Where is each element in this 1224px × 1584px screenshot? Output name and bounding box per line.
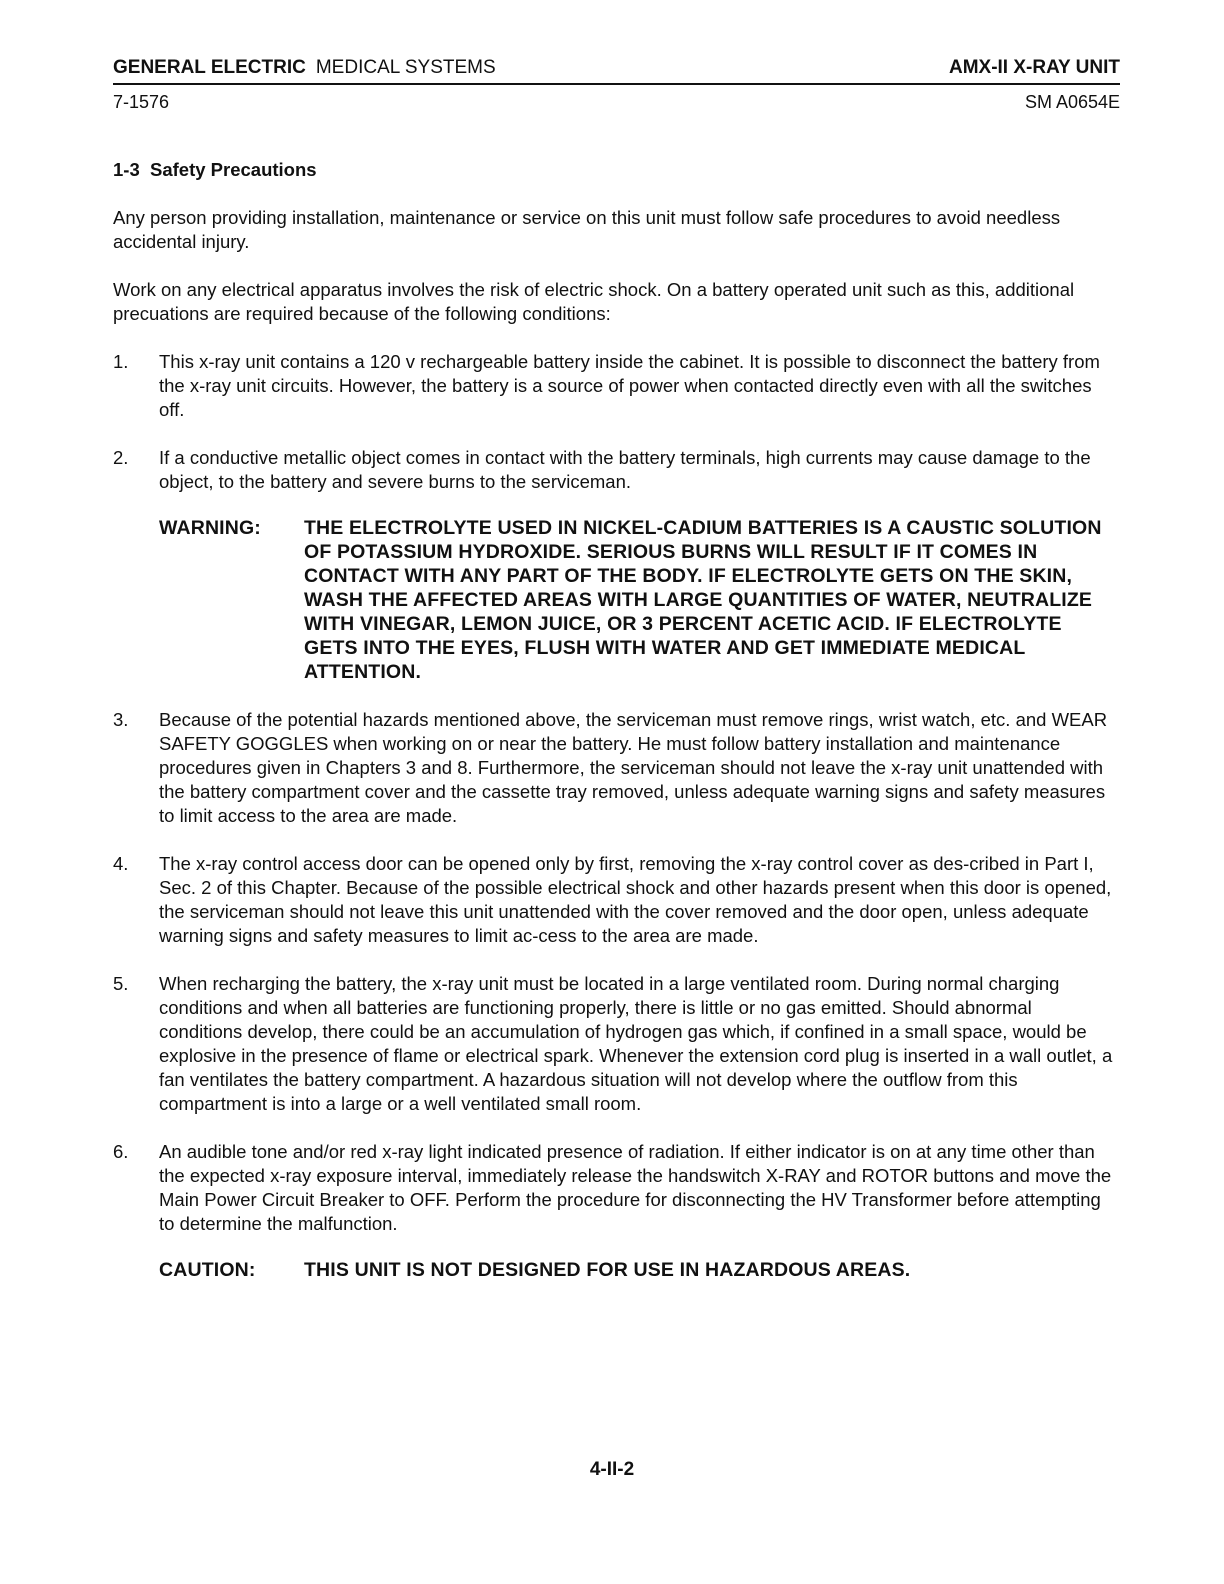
company-name <box>113 56 496 80</box>
intro-paragraph: Work on any electrical apparatus involves the risk of electric shock. On a battery operated unit such as this, additional precuations are required because of the following conditions: <box>113 279 1075 324</box>
list-item-text: An audible tone and/or red x-ray light indicated presence of radiation. If either indicator is on at any time other than the expected x-ray exposure interval, immediately release the handswitch X-RAY and ROTOR buttons and move the Main Power Circuit Breaker to OFF. Perform the procedure for disconnecting the HV Transformer before attempting to determine the malfunction. <box>159 1141 1112 1234</box>
list-item-number: 3. <box>113 709 129 730</box>
doc-number: 7-1576 <box>113 92 170 112</box>
header-top-row <box>113 54 1120 80</box>
page-content <box>113 158 1120 1306</box>
header-divider <box>113 83 1120 85</box>
list-item-text: The x-ray control access door can be opened only by first, removing the x-ray control cover as des-cribed in Part I, Sec. 2 of this Chapter. Because of the possible electrical shock and other hazards present when this door is opened, the serviceman should not leave this unit unattended with the cover removed and the door open, unless adequate warning signs and safety measures to limit ac-cess to the area are made. <box>159 853 1112 946</box>
intro-paragraph: Any person providing installation, maintenance or service on this unit must follow safe procedures to avoid needless accidental injury. <box>113 207 1061 252</box>
list-item-text: If a conductive metallic object comes in contact with the battery terminals, high currents may cause damage to the object, to the battery and severe burns to the serviceman. <box>159 447 1091 492</box>
list-item <box>113 972 1120 1116</box>
list-item-number: 4. <box>113 853 129 874</box>
page-header <box>113 54 1120 114</box>
list-item-number: 6. <box>113 1141 129 1162</box>
list-item <box>113 852 1120 948</box>
company-division: MEDICAL SYSTEMS <box>315 57 496 78</box>
warning-text: THE ELECTROLYTE USED IN NICKEL-CADIUM BATTERIES IS A CAUSTIC SOLUTION OF POTASSIUM HYDROXIDE. SERIOUS BURNS WILL RESULT IF IT COMES IN CONTACT WITH ANY PART OF THE BODY. IF ELECTROLYTE GETS ON THE SKIN, WASH THE AFFECTED AREAS WITH LARGE QUANTITIES OF WATER, NEUTRALIZE WITH VINEGAR, LEMON JUICE, OR 3 PERCENT ACETIC ACID. IF ELECTROLYTE GETS INTO THE EYES, FLUSH WITH WATER AND GET IMMEDIATE MEDICAL ATTENTION. <box>304 517 1102 683</box>
list-item-number: 2. <box>113 447 129 468</box>
list-item <box>113 1140 1120 1236</box>
list-item-text: This x-ray unit contains a 120 v rechargeable battery inside the cabinet. It is possible to disconnect the battery from the x-ray unit circuits. However, the battery is a source of power when contacted directly even with all the switches off. <box>159 351 1100 420</box>
section-title: Safety Precautions <box>150 159 317 180</box>
list-item-number: 5. <box>113 973 129 994</box>
warning-label: WARNING: <box>159 517 261 539</box>
company-name-bold: GENERAL ELECTRIC <box>113 57 306 78</box>
list-item <box>113 708 1120 828</box>
warning-notice <box>159 516 1120 684</box>
section-number: 1-3 <box>113 159 140 180</box>
list-item-text: Because of the potential hazards mentioned above, the serviceman must remove rings, wrist watch, etc. and WEAR SAFETY GOGGLES when working on or near the battery. He must follow battery installation and maintenance procedures given in Chapters 3 and 8. Furthermore, the serviceman should not leave the x-ray unit unattended with the battery compartment cover and the cassette tray removed, unless adequate warning signs and safety measures to limit access to the area are made. <box>159 709 1108 826</box>
header-bottom-row <box>113 90 1120 114</box>
caution-text: THIS UNIT IS NOT DESIGNED FOR USE IN HAZARDOUS AREAS. <box>304 1259 911 1281</box>
page-number: 4-II-2 <box>589 1459 635 1480</box>
caution-notice <box>159 1258 1120 1282</box>
list-item-text: When recharging the battery, the x-ray unit must be located in a large ventilated room. During normal charging conditions and when all batteries are functioning properly, there is little or no gas emitted. Should abnormal conditions develop, there could be an accumulation of hydrogen gas which, if confined in a small space, would be explosive in the presence of flame or electrical spark. Whenever the extension cord plug is inserted in a wall outlet, a fan ventilates the battery compartment. A hazardous situation will not develop where the outflow from this compartment is into a large or a well ventilated small room. <box>159 973 1113 1114</box>
product-name: AMX-II X-RAY UNIT <box>948 57 1120 78</box>
caution-label: CAUTION: <box>159 1259 256 1281</box>
section-heading <box>113 158 1120 182</box>
manual-id: SM A0654E <box>1024 92 1120 112</box>
list-item <box>113 350 1120 422</box>
list-item-number: 1. <box>113 351 129 372</box>
list-item <box>113 446 1120 494</box>
